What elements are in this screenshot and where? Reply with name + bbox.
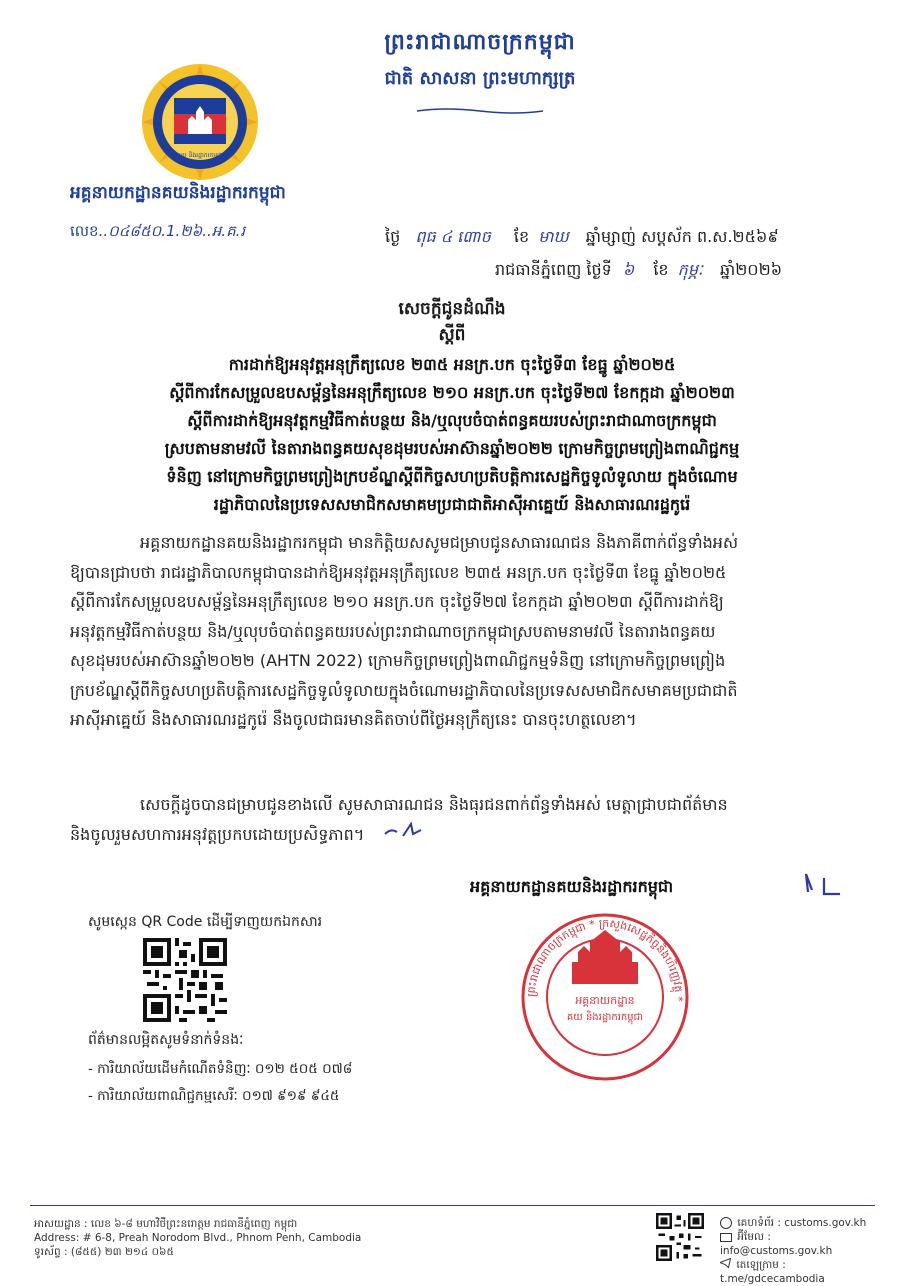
footer-contact-block bbox=[720, 1216, 880, 1286]
solar-day: ៦ bbox=[622, 260, 635, 279]
footer-address-en: Address: # 6-8, Preah Norodom Blvd., Phnom Penh, Cambodia bbox=[34, 1232, 362, 1244]
stamp-inner-line-1: អគ្គនាយកដ្ឋាន bbox=[575, 994, 635, 1007]
reference-number bbox=[70, 222, 245, 244]
lunar-month-label: ខែ bbox=[513, 227, 530, 246]
footer-divider bbox=[30, 1205, 875, 1206]
subject-line-2: ស្តីពីការកែសម្រួលឧបសម្ព័ន្ធនៃអនុក្រឹត្យលេខ ២១០ អនក្រ.បក ចុះថ្ងៃទី២៧ ខែកក្កដា ឆ្នាំ២០២៣ bbox=[169, 383, 735, 402]
about-title: ស្តីពី bbox=[438, 325, 466, 345]
footer-phone: ទូរស័ព្ទ : (៨៥៥) ២៣ ២១៤ ០៦៥ bbox=[34, 1246, 174, 1258]
contact-line-free-trade: - ការិយាល័យពាណិជ្ជកម្មសេរីៈ ០១៧ ៩១៩ ៩៤៥ bbox=[88, 1088, 340, 1104]
reference-value: ..០៤៨៥០.1.២៦..អ.គ.រ bbox=[98, 222, 246, 240]
footer-website-row bbox=[720, 1216, 880, 1230]
solar-year: ឆ្នាំ២០២៦ bbox=[719, 260, 783, 279]
body-line: សេចក្តីដូចបានជម្រាបជូនខាងលើ សូមសាធារណជន និងធុរជនពាក់ព័ន្ធទាំងអស់ មេត្តាជ្រាបជាព័ត៌មាន bbox=[140, 795, 728, 814]
body-line: ក្របខ័ណ្ឌស្តីពីកិច្ចសហប្រតិបត្តិការសេដ្ឋកិច្ចទូលំទូលាយក្នុងចំណោមរដ្ឋាភិបាលនៃប្រទេសសមាជិកសមាគមប្រជាជាតិ bbox=[70, 680, 738, 700]
telegram-label: តេឡេក្រាម bbox=[736, 1259, 779, 1271]
telegram-icon bbox=[720, 1258, 731, 1272]
solar-month-label: ខែ bbox=[653, 260, 669, 279]
body-line: និងចូលរួមសហការអនុវត្តប្រកបដោយប្រសិទ្ធភាព។ bbox=[70, 820, 860, 850]
solar-prefix: រាជធានីភ្នំពេញ ថ្ងៃទី bbox=[495, 260, 612, 279]
qr-label: សូមស្កេន QR Code ដើម្បីទាញយកឯកសារ bbox=[88, 914, 323, 930]
body-line: ឱ្យបានជ្រាបថា រាជរដ្ឋាភិបាលកម្ពុជាបានដាក់ឱ្យអនុវត្តអនុក្រឹត្យលេខ ២៣៥ អនក្រ.បក ចុះថ្ងៃទី៣ ខែធ្នូ ឆ្នាំ២០២៥ bbox=[70, 562, 727, 582]
initials-mark bbox=[383, 820, 429, 850]
reference-label: លេខ bbox=[70, 222, 99, 240]
signer-name: អគ្គនាយកដ្ឋានគយនិងរដ្ឋាករកម្ពុជា bbox=[470, 877, 674, 896]
document-qr-code[interactable] bbox=[143, 938, 227, 1022]
footer-qr-code[interactable] bbox=[656, 1213, 704, 1261]
notice-title: សេចក្តីជូនដំណឹង bbox=[398, 299, 506, 319]
body-paragraph-1 bbox=[70, 528, 860, 735]
telegram-link[interactable]: : t.me/gdcecambodia bbox=[720, 1259, 825, 1285]
lunar-month: មាឃ bbox=[538, 227, 569, 246]
website-link[interactable]: : customs.gov.kh bbox=[777, 1217, 867, 1229]
official-stamp bbox=[520, 912, 690, 1082]
solar-month: កុម្ភៈ bbox=[677, 260, 703, 279]
contact-title: ព័ត៌មានលម្អិតសូមទំនាក់ទំនងៈ bbox=[88, 1032, 244, 1048]
contact-line-origin: - ការិយាល័យដើមកំណើតទំនិញៈ ០១២ ៥០៥ ០៧៨ bbox=[88, 1061, 353, 1077]
subject-line-3: ស្តីពីការដាក់ឱ្យអនុវត្តកម្មវិធីកាត់បន្ថយ និង/ឬលុបចំបាត់ពន្ធគយរបស់ព្រះរាជាណាចក្រកម្ពុជា bbox=[187, 411, 717, 430]
body-paragraph-2 bbox=[70, 790, 860, 850]
subject-line-1: ការដាក់ឱ្យអនុវត្តអនុក្រឹត្យលេខ ២៣៥ អនក្រ.បក ចុះថ្ងៃទី៣ ខែធ្នូ ឆ្នាំ២០២៥ bbox=[228, 355, 676, 374]
lunar-day: ពុធ ៤ ៣ោច bbox=[415, 227, 491, 246]
footer-address-kh: អាសយដ្ឋាន : លេខ ៦-៨ មហាវិថីព្រះនរោត្តម រាជធានីភ្នំពេញ កម្ពុជា bbox=[34, 1218, 298, 1230]
body-line: អនុវត្តកម្មវិធីកាត់បន្ថយ និង/ឬលុបចំបាត់ពន្ធគយរបស់ព្រះរាជាណាចក្រកម្ពុជាស្របតាមនាមវលី នៃតារាងពន្ធគយ bbox=[70, 621, 716, 641]
solar-date bbox=[495, 259, 782, 283]
body-line: អាស៊ីអាគ្នេយ៍ និងសាធារណរដ្ឋកូរ៉េ នឹងចូលជាធរមានគិតចាប់ពីថ្ងៃអនុក្រឹត្យនេះ បានចុះហត្ថលេខា។ bbox=[70, 710, 637, 729]
logo-text: គយ និងរដ្ឋាករកម្ពុជា bbox=[177, 152, 223, 159]
kingdom-title: ព្រះរាជាណាចក្រកម្ពុជា bbox=[384, 29, 576, 55]
motto-ornament bbox=[415, 100, 545, 108]
email-label: អ៊ីមែល bbox=[737, 1231, 765, 1243]
website-label: គេហទំព័រ bbox=[737, 1217, 775, 1229]
body-line: អគ្គនាយកដ្ឋានគយនិងរដ្ឋាករកម្ពុជា មានកិត្តិយសសូមជម្រាបជូនសាធារណជន និងភាគីពាក់ព័ន្ធទាំងអស់ bbox=[140, 533, 739, 552]
body-line: ស្តីពីការកែសម្រួលឧបសម្ព័ន្ធនៃអនុក្រឹត្យលេខ ២១០ អនក្រ.បក ចុះថ្ងៃទី២៧ ខែកក្កដា ឆ្នាំ២០២៣ ស្តីពីការដាក់ឱ្យ bbox=[70, 592, 724, 611]
subject-line-5: ទំនិញ នៅក្រោមកិច្ចព្រមព្រៀងក្របខ័ណ្ឌស្តីពីកិច្ចសហប្រតិបត្តិការសេដ្ឋកិច្ចទូលំទូលាយ ក្នុងចំណោម bbox=[166, 467, 738, 486]
signature-mark bbox=[800, 868, 850, 898]
stamp-outer-text: ព្រះរាជាណាចក្រកម្ពុជា * ក្រសួងសេដ្ឋកិច្ចនិងហិរញ្ញវត្ថុ * bbox=[524, 916, 686, 1002]
globe-icon bbox=[720, 1217, 732, 1229]
lunar-year: ឆ្នាំម្សាញ់ សប្តស័ក ព.ស.២៥៦៩ bbox=[585, 227, 779, 246]
body-line: សុខដុមរបស់អាស៊ានឆ្នាំ២០២២ (AHTN 2022) ក្រោមកិច្ចព្រមព្រៀងពាណិជ្ជកម្មទំនិញ នៅក្រោមកិច្ចព្រមព្រៀង bbox=[70, 651, 726, 670]
lunar-date bbox=[385, 226, 779, 250]
department-name: អគ្គនាយកដ្ឋានគយនិងរដ្ឋាករកម្ពុជា bbox=[70, 183, 286, 203]
customs-logo bbox=[140, 62, 260, 182]
footer-telegram-row bbox=[720, 1258, 880, 1286]
lunar-prefix: ថ្ងៃ bbox=[385, 227, 401, 246]
email-link[interactable]: : info@customs.gov.kh bbox=[720, 1231, 833, 1257]
subject-line-4: ស្របតាមនាមវលី នៃតារាងពន្ធគយសុខដុមរបស់អាស៊ានឆ្នាំ២០២២ ក្រោមកិច្ចព្រមព្រៀងពាណិជ្ជកម្ម bbox=[164, 439, 740, 458]
email-icon bbox=[720, 1233, 732, 1242]
subject-line-6: រដ្ឋាភិបាលនៃប្រទេសសមាជិកសមាគមប្រជាជាតិអាស៊ីអាគ្នេយ៍ និងសាធារណរដ្ឋកូរ៉េ bbox=[213, 495, 691, 514]
national-motto: ជាតិ សាសនា ព្រះមហាក្សត្រ bbox=[384, 68, 576, 89]
stamp-inner-line-2: គយ និងរដ្ឋាករកម្ពុជា bbox=[566, 1012, 644, 1023]
footer-address-block bbox=[34, 1217, 361, 1259]
footer-email-row bbox=[720, 1230, 880, 1258]
